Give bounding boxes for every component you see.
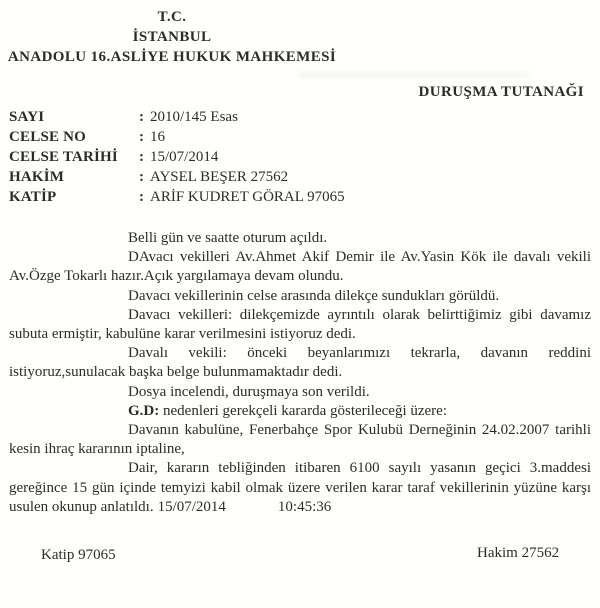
paragraph-text: DAvacı vekilleri Av.Ahmet Akif Demir ile Av.Yasin Kök ile davalı vekili Av.Özge Tokarlı hazır.Açık yargılamaya devam olundu. — [9, 249, 591, 285]
body-paragraph — [9, 383, 591, 402]
document-title: DURUŞMA TUTANAĞI — [418, 84, 584, 100]
field-value: 15/07/2014 — [150, 149, 219, 165]
paragraph-text: Dair, kararın tebliğinden itibaren 6100 sayılı yasanın geçici 3.maddesi gereğince 15 gün içinde temyizi kabil olmak üzere verilen karar taraf vekillerinin yüzüne karşı usulen okunup anlatıldı. — [9, 460, 591, 515]
body-paragraph — [9, 229, 591, 248]
field-label: CELSE NO — [9, 129, 87, 145]
paragraph-text: nedenleri gerekçeli kararda gösterileceği üzere: — [159, 402, 447, 419]
paragraph-text: Davacı vekillerinin celse arasında dilekçe sundukları görüldü. — [128, 287, 500, 304]
paragraph-text: Belli gün ve saatte oturum açıldı. — [128, 230, 328, 246]
field-row-sayi — [9, 107, 345, 127]
field-value: AYSEL BEŞER 27562 — [150, 169, 289, 185]
field-label: SAYI — [9, 109, 45, 125]
field-separator: : — [139, 189, 144, 205]
judge-signature: Hakim 27562 — [477, 545, 560, 561]
decision-date: 15/07/2014 — [157, 498, 226, 515]
minutes-body — [9, 229, 591, 517]
court-header — [0, 7, 344, 67]
field-separator: : — [139, 129, 144, 145]
case-fields — [9, 107, 345, 207]
field-label: KATİP — [9, 189, 57, 205]
field-row-celse-no — [9, 127, 345, 147]
paragraph-text: Davacı vekilleri: dilekçemizde ayrıntılı olarak belirttiğimiz gibi davamız subuta ermiştir, kabulüne karar verilmesini istiyoruz dedi. — [9, 306, 591, 343]
body-paragraph — [9, 421, 591, 459]
field-label: CELSE TARİHİ — [9, 149, 118, 165]
paragraph-text: Davanın kabulüne, Fenerbahçe Spor Kulubü Derneğinin 24.02.2007 tarihli kesin ihraç kararının iptaline, — [9, 422, 591, 458]
field-separator: : — [139, 149, 144, 165]
body-paragraph-gd — [9, 402, 591, 421]
header-court-name: ANADOLU 16.ASLİYE HUKUK MAHKEMESİ — [7, 49, 337, 65]
decision-time: 10:45:36 — [277, 498, 332, 515]
header-republic-line: T.C. — [157, 9, 187, 25]
field-separator: : — [139, 169, 144, 185]
scan-artifact — [299, 72, 529, 77]
body-paragraph-closing — [9, 459, 591, 517]
field-value: 16 — [150, 129, 165, 145]
gd-label: G.D: — [128, 402, 160, 419]
field-value: 2010/145 Esas — [150, 109, 238, 125]
body-paragraph — [9, 306, 591, 344]
clerk-signature: Katip 97065 — [41, 547, 116, 563]
body-paragraph — [9, 248, 591, 286]
paragraph-text: Dosya incelendi, duruşmaya son verildi. — [128, 383, 370, 400]
field-value: ARİF KUDRET GÖRAL 97065 — [150, 189, 345, 205]
field-row-katip — [9, 187, 345, 207]
field-separator: : — [139, 109, 144, 125]
field-label: HAKİM — [9, 169, 65, 185]
body-paragraph — [9, 287, 591, 306]
header-city-line: İSTANBUL — [132, 29, 212, 45]
field-row-hakim — [9, 167, 345, 187]
body-paragraph — [9, 344, 591, 382]
paragraph-text: Davalı vekili: önceki beyanlarımızı tekrarla, davanın reddini istiyoruz,sunulacak başka belge bulunmamaktadır dedi. — [9, 345, 591, 381]
field-row-celse-tarihi — [9, 147, 345, 167]
